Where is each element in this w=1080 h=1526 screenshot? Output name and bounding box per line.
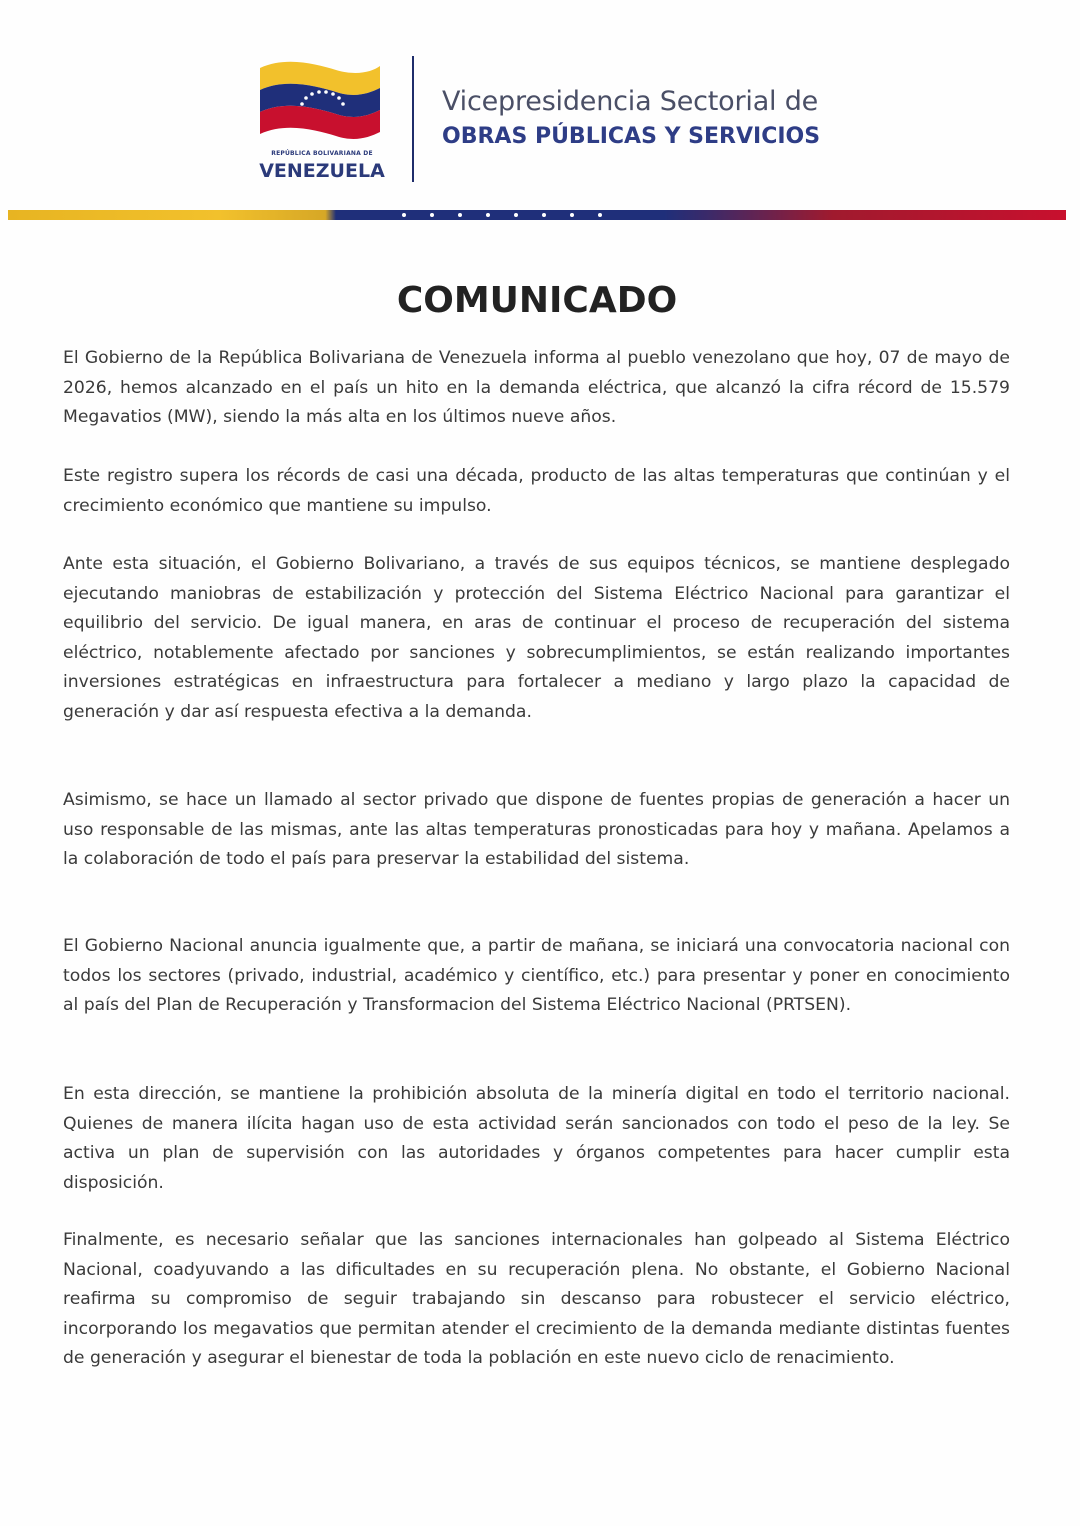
stripe-star-icon [458,213,462,217]
logo-country-text: VENEZUELA [259,160,385,182]
stripe-star-icon [430,213,434,217]
stripe-star-icon [514,213,518,217]
paragraph: En esta dirección, se mantiene la prohibición absoluta de la minería digital en todo el territorio nacional. Quienes de manera ilícita hagan uso de esta actividad serán sancionados con todo el peso de la ley. Se activa un plan de supervisión con las autoridades y órganos competentes para hacer cumplir esta disposición. [63,1084,1010,1193]
paragraph: El Gobierno Nacional anuncia igualmente que, a partir de mañana, se iniciará una convocatoria nacional con todos los sectores (privado, industrial, académico y científico, etc.) para presentar y poner en conocimiento al país del Plan de Recuperación y Transformacion del Sistema Eléctrico Nacional (PRTSEN). [63,936,1010,1016]
paragraph: Ante esta situación, el Gobierno Bolivariano, a través de sus equipos técnicos, se mantiene desplegado ejecutando maniobras de estabilización y protección del Sistema Eléctrico Nacional para garantizar el equilibrio del servicio. De igual manera, en aras de continuar el proceso de recuperación del sistema eléctrico, notablemente afectado por sanciones y sobrecumplimientos, se están realizando importantes inversiones estratégicas en infraestructura para fortalecer a mediano y largo plazo la capacidad de generación y dar así respuesta efectiva a la demanda. [63,554,1010,722]
stripe-star-icon [486,213,490,217]
tricolor-stripe [8,210,1066,220]
document-title: COMUNICADO [396,280,678,321]
stripe-star-icon [402,213,406,217]
paragraph: Este registro supera los récords de casi una década, producto de las altas temperaturas que continúan y el crecimiento económico que mantiene su impulso. [63,466,1010,516]
stripe-star-icon [570,213,574,217]
venezuela-flag-logo [256,54,386,144]
stripe-star-icon [598,213,602,217]
header-divider [412,56,414,182]
paragraph: Asimismo, se hace un llamado al sector privado que dispone de fuentes propias de generación a hacer un uso responsable de las mismas, ante las altas temperaturas pronosticadas para hoy y mañana. Apelamos a la colaboración de todo el país para preservar la estabilidad del sistema. [63,790,1010,870]
paragraph: El Gobierno de la República Bolivariana de Venezuela informa al pueblo venezolano que hoy, 07 de mayo de 2026, hemos alcanzado en el país un hito en la demanda eléctrica, que alcanzó la cifra récord de 15.579 Megavatios (MW), siendo la más alta en los últimos nueve años. [63,348,1010,428]
header-ministry: OBRAS PÚBLICAS Y SERVICIOS [442,124,821,149]
letterhead [0,0,1080,210]
header-vicepresidency: Vicepresidencia Sectorial de [442,86,819,117]
paragraph: Finalmente, es necesario señalar que las sanciones internacionales han golpeado al Sistema Eléctrico Nacional, coadyuvando a las dificultades en su recuperación plena. No obstante, el Gobierno Nacional reafirma su compromiso de seguir trabajando sin descanso para robustecer el servicio eléctrico, incorporando los megavatios que permitan atender el crecimiento de la demanda mediante distintas fuentes de generación y asegurar el bienestar de toda la población en este nuevo ciclo de renacimiento. [63,1230,1010,1369]
logo-republic-text: REPÚBLICA BOLIVARIANA DE [271,150,373,157]
stripe-star-icon [542,213,546,217]
